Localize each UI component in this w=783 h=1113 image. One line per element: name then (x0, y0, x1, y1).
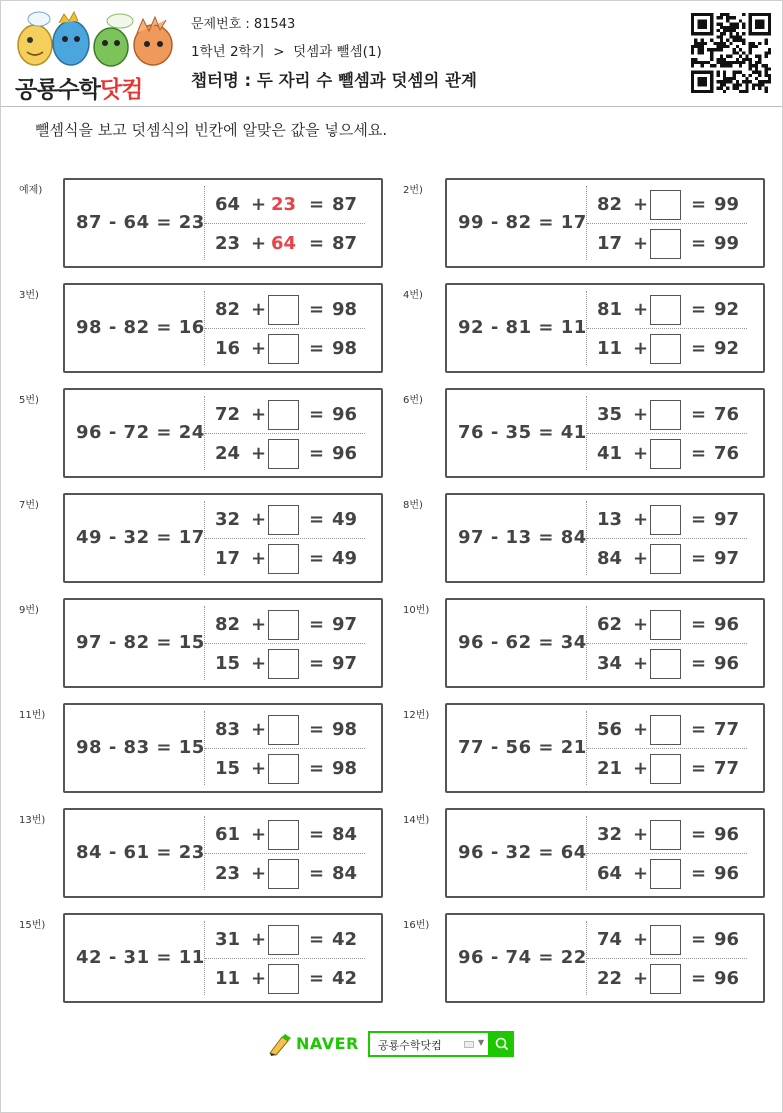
plus-sign: + (251, 719, 267, 740)
answer-blank-box[interactable] (268, 544, 299, 574)
problem-label: 11번) (19, 710, 46, 721)
problem-label: 7번) (19, 500, 39, 511)
plus-sign: + (633, 443, 649, 464)
sum: 96 (714, 614, 740, 635)
addend: 31 (215, 929, 241, 950)
equals-sign: = (309, 299, 325, 320)
addend: 24 (215, 443, 241, 464)
equals-sign: = (691, 863, 707, 884)
equals-sign: = (309, 929, 325, 950)
breadcrumb-arrow: > (273, 44, 285, 60)
sum: 87 (332, 194, 358, 215)
sum: 99 (714, 233, 740, 254)
problem-card (445, 178, 765, 268)
plus-sign: + (633, 194, 649, 215)
answer-blank-box[interactable] (650, 295, 681, 325)
sum: 97 (332, 614, 358, 635)
plus-sign: + (633, 338, 649, 359)
sum: 96 (332, 404, 358, 425)
problem-card (63, 913, 383, 1003)
logo-text-main: 공룡수학 (15, 77, 100, 103)
naver-search-input[interactable] (368, 1031, 490, 1057)
addend: 62 (597, 614, 623, 635)
logo-text-accent: 닷컴 (99, 77, 143, 103)
equals-sign: = (309, 548, 325, 569)
subtraction-equation: 96 - 32 = 64 (458, 842, 587, 863)
plus-sign: + (633, 299, 649, 320)
equals-sign: = (691, 194, 707, 215)
addend: 41 (597, 443, 623, 464)
equals-sign: = (309, 338, 325, 359)
sum: 97 (332, 653, 358, 674)
answer-blank-box[interactable] (650, 859, 681, 889)
addend: 61 (215, 824, 241, 845)
problem-label: 3번) (19, 290, 39, 301)
addend: 11 (597, 338, 623, 359)
addend: 15 (215, 758, 241, 779)
equals-sign: = (691, 443, 707, 464)
problem-label: 4번) (403, 290, 423, 301)
sum: 76 (714, 443, 740, 464)
horizontal-divider (587, 433, 747, 434)
addend: 81 (597, 299, 623, 320)
header-divider (1, 106, 783, 107)
problem-label: 2번) (403, 185, 423, 196)
naver-search-query: 공룡수학닷컴 (378, 1039, 442, 1052)
sum: 96 (714, 653, 740, 674)
addend: 21 (597, 758, 623, 779)
plus-sign: + (251, 863, 267, 884)
answer-blank-box[interactable] (650, 649, 681, 679)
sum: 98 (332, 719, 358, 740)
addend: 64 (215, 194, 241, 215)
equals-sign: = (691, 929, 707, 950)
naver-pen-icon (268, 1033, 294, 1057)
problem-card (445, 598, 765, 688)
naver-logo-text: NAVER (296, 1034, 359, 1053)
problem-card (445, 703, 765, 793)
horizontal-divider (587, 223, 747, 224)
plus-sign: + (251, 929, 267, 950)
subtraction-equation: 42 - 31 = 11 (76, 947, 205, 968)
addend: 74 (597, 929, 623, 950)
subtraction-equation: 96 - 62 = 34 (458, 632, 587, 653)
example-answer: 64 (271, 233, 297, 254)
sum: 84 (332, 863, 358, 884)
plus-sign: + (633, 863, 649, 884)
subtraction-equation: 96 - 74 = 22 (458, 947, 587, 968)
answer-blank-box[interactable] (268, 295, 299, 325)
equals-sign: = (309, 758, 325, 779)
sum: 96 (714, 968, 740, 989)
sum: 97 (714, 548, 740, 569)
answer-blank-box[interactable] (650, 505, 681, 535)
sum: 96 (714, 929, 740, 950)
grade-unit-breadcrumb (191, 40, 382, 60)
plus-sign: + (633, 968, 649, 989)
answer-blank-box[interactable] (268, 505, 299, 535)
plus-sign: + (251, 824, 267, 845)
problem-card (445, 283, 765, 373)
answer-blank-box[interactable] (650, 610, 681, 640)
problem-label: 6번) (403, 395, 423, 406)
horizontal-divider (205, 643, 365, 644)
sum: 42 (332, 929, 358, 950)
equals-sign: = (309, 443, 325, 464)
addend: 82 (215, 299, 241, 320)
plus-sign: + (633, 233, 649, 254)
plus-sign: + (251, 443, 267, 464)
addend: 34 (597, 653, 623, 674)
plus-sign: + (251, 653, 267, 674)
equals-sign: = (309, 863, 325, 884)
answer-blank-box[interactable] (268, 925, 299, 955)
addend: 82 (215, 614, 241, 635)
problem-card (445, 808, 765, 898)
horizontal-divider (205, 538, 365, 539)
horizontal-divider (587, 328, 747, 329)
sum: 99 (714, 194, 740, 215)
subtraction-equation: 99 - 82 = 17 (458, 212, 587, 233)
equals-sign: = (691, 548, 707, 569)
equals-sign: = (691, 653, 707, 674)
answer-blank-box[interactable] (268, 754, 299, 784)
problem-label: 15번) (19, 920, 46, 931)
addend: 17 (597, 233, 623, 254)
dinosaur-mascots-illustration (13, 9, 178, 71)
equals-sign: = (691, 338, 707, 359)
equals-sign: = (309, 824, 325, 845)
answer-blank-box[interactable] (650, 925, 681, 955)
problem-number-value: 81543 (253, 17, 296, 32)
horizontal-divider (205, 748, 365, 749)
sum: 92 (714, 299, 740, 320)
problem-label: 13번) (19, 815, 46, 826)
problem-label: 5번) (19, 395, 39, 406)
subtraction-equation: 77 - 56 = 21 (458, 737, 587, 758)
plus-sign: + (633, 758, 649, 779)
problem-card (445, 493, 765, 583)
example-problem-card (63, 178, 383, 268)
horizontal-divider (205, 223, 365, 224)
answer-blank-box[interactable] (650, 820, 681, 850)
sum: 96 (332, 443, 358, 464)
equals-sign: = (691, 758, 707, 779)
plus-sign: + (633, 404, 649, 425)
addend: 72 (215, 404, 241, 425)
sum: 98 (332, 758, 358, 779)
horizontal-divider (205, 853, 365, 854)
horizontal-divider (587, 643, 747, 644)
sum: 98 (332, 299, 358, 320)
plus-sign: + (633, 653, 649, 674)
subtraction-equation: 97 - 13 = 84 (458, 527, 587, 548)
site-logo[interactable] (13, 9, 178, 101)
horizontal-divider (587, 958, 747, 959)
answer-blank-box[interactable] (268, 859, 299, 889)
plus-sign: + (251, 548, 267, 569)
problem-label: 16번) (403, 920, 430, 931)
horizontal-divider (587, 538, 747, 539)
problem-number (191, 13, 295, 32)
equals-sign: = (691, 509, 707, 530)
addend: 32 (597, 824, 623, 845)
answer-blank-box[interactable] (650, 964, 681, 994)
addend: 11 (215, 968, 241, 989)
logo-wordmark (15, 71, 180, 101)
addend: 64 (597, 863, 623, 884)
answer-blank-box[interactable] (650, 754, 681, 784)
answer-blank-box[interactable] (650, 190, 681, 220)
horizontal-divider (205, 958, 365, 959)
problem-label: 12번) (403, 710, 430, 721)
sum: 84 (332, 824, 358, 845)
addend: 82 (597, 194, 623, 215)
subtraction-equation: 97 - 82 = 15 (76, 632, 205, 653)
problem-label: 9번) (19, 605, 39, 616)
addend: 35 (597, 404, 623, 425)
equals-sign: = (691, 719, 707, 740)
example-answer: 23 (271, 194, 297, 215)
problem-card (63, 598, 383, 688)
answer-blank-box[interactable] (268, 820, 299, 850)
addend: 23 (215, 233, 241, 254)
plus-sign: + (633, 614, 649, 635)
sum: 49 (332, 509, 358, 530)
subtraction-equation: 98 - 83 = 15 (76, 737, 205, 758)
sum: 98 (332, 338, 358, 359)
sum: 97 (714, 509, 740, 530)
addend: 17 (215, 548, 241, 569)
answer-blank-box[interactable] (268, 400, 299, 430)
horizontal-divider (587, 748, 747, 749)
problem-card (63, 703, 383, 793)
plus-sign: + (251, 233, 267, 254)
problem-card (63, 808, 383, 898)
problem-card (445, 388, 765, 478)
chapter-name: 두 자리 수 뺄셈과 덧셈의 관계 (256, 71, 477, 90)
problem-number-label: 문제번호 : (191, 17, 254, 32)
addend: 23 (215, 863, 241, 884)
answer-blank-box[interactable] (650, 439, 681, 469)
equals-sign: = (691, 233, 707, 254)
sum: 87 (332, 233, 358, 254)
problem-label: 10번) (403, 605, 430, 616)
equals-sign: = (691, 404, 707, 425)
plus-sign: + (633, 824, 649, 845)
sum: 92 (714, 338, 740, 359)
subtraction-equation: 92 - 81 = 11 (458, 317, 587, 338)
addend: 32 (215, 509, 241, 530)
equals-sign: = (309, 404, 325, 425)
answer-blank-box[interactable] (650, 715, 681, 745)
answer-blank-box[interactable] (650, 229, 681, 259)
plus-sign: + (251, 509, 267, 530)
horizontal-divider (205, 433, 365, 434)
horizontal-divider (205, 328, 365, 329)
addend: 22 (597, 968, 623, 989)
naver-search-button[interactable] (490, 1031, 514, 1057)
unit-label: 덧셈과 뺄셈(1) (293, 44, 382, 60)
answer-blank-box[interactable] (650, 544, 681, 574)
plus-sign: + (251, 404, 267, 425)
problem-label: 예제) (19, 185, 43, 196)
sum: 77 (714, 758, 740, 779)
sum: 96 (714, 824, 740, 845)
horizontal-divider (587, 853, 747, 854)
subtraction-equation: 98 - 82 = 16 (76, 317, 205, 338)
plus-sign: + (633, 548, 649, 569)
answer-blank-box[interactable] (650, 400, 681, 430)
addend: 13 (597, 509, 623, 530)
chevron-down-icon[interactable]: ▼ (478, 1038, 485, 1047)
equals-sign: = (691, 299, 707, 320)
plus-sign: + (251, 614, 267, 635)
problem-label: 14번) (403, 815, 430, 826)
answer-blank-box[interactable] (268, 964, 299, 994)
sum: 77 (714, 719, 740, 740)
sum: 49 (332, 548, 358, 569)
plus-sign: + (251, 338, 267, 359)
plus-sign: + (251, 758, 267, 779)
subtraction-equation: 96 - 72 = 24 (76, 422, 205, 443)
answer-blank-box[interactable] (268, 715, 299, 745)
plus-sign: + (633, 509, 649, 530)
addend: 83 (215, 719, 241, 740)
addend: 15 (215, 653, 241, 674)
answer-blank-box[interactable] (268, 439, 299, 469)
sum: 96 (714, 863, 740, 884)
qr-code[interactable] (691, 13, 771, 93)
chapter-title (191, 67, 477, 91)
sum: 76 (714, 404, 740, 425)
problem-label: 8번) (403, 500, 423, 511)
plus-sign: + (633, 719, 649, 740)
subtraction-equation: 87 - 64 = 23 (76, 212, 205, 233)
equals-sign: = (309, 653, 325, 674)
equals-sign: = (309, 719, 325, 740)
equals-sign: = (309, 614, 325, 635)
equals-sign: = (309, 194, 325, 215)
plus-sign: + (251, 968, 267, 989)
instruction-text: 뺄셈식을 보고 덧셈식의 빈칸에 알맞은 값을 넣으세요. (35, 121, 388, 139)
problem-card (63, 388, 383, 478)
search-icon (490, 1031, 514, 1057)
equals-sign: = (691, 614, 707, 635)
plus-sign: + (251, 194, 267, 215)
equals-sign: = (691, 968, 707, 989)
subtraction-equation: 76 - 35 = 41 (458, 422, 587, 443)
problem-card (63, 493, 383, 583)
answer-blank-box[interactable] (268, 649, 299, 679)
chapter-label: 챕터명 : (191, 71, 257, 90)
equals-sign: = (309, 509, 325, 530)
equals-sign: = (691, 824, 707, 845)
grade-label: 1학년 2학기 (191, 44, 265, 60)
problem-card (63, 283, 383, 373)
subtraction-equation: 84 - 61 = 23 (76, 842, 205, 863)
plus-sign: + (633, 929, 649, 950)
keyboard-icon[interactable] (464, 1041, 474, 1048)
answer-blank-box[interactable] (268, 610, 299, 640)
problem-card (445, 913, 765, 1003)
addend: 16 (215, 338, 241, 359)
plus-sign: + (251, 299, 267, 320)
addend: 56 (597, 719, 623, 740)
equals-sign: = (309, 233, 325, 254)
subtraction-equation: 49 - 32 = 17 (76, 527, 205, 548)
answer-blank-box[interactable] (268, 334, 299, 364)
addend: 84 (597, 548, 623, 569)
sum: 42 (332, 968, 358, 989)
answer-blank-box[interactable] (650, 334, 681, 364)
equals-sign: = (309, 968, 325, 989)
naver-search-banner (268, 1031, 518, 1059)
